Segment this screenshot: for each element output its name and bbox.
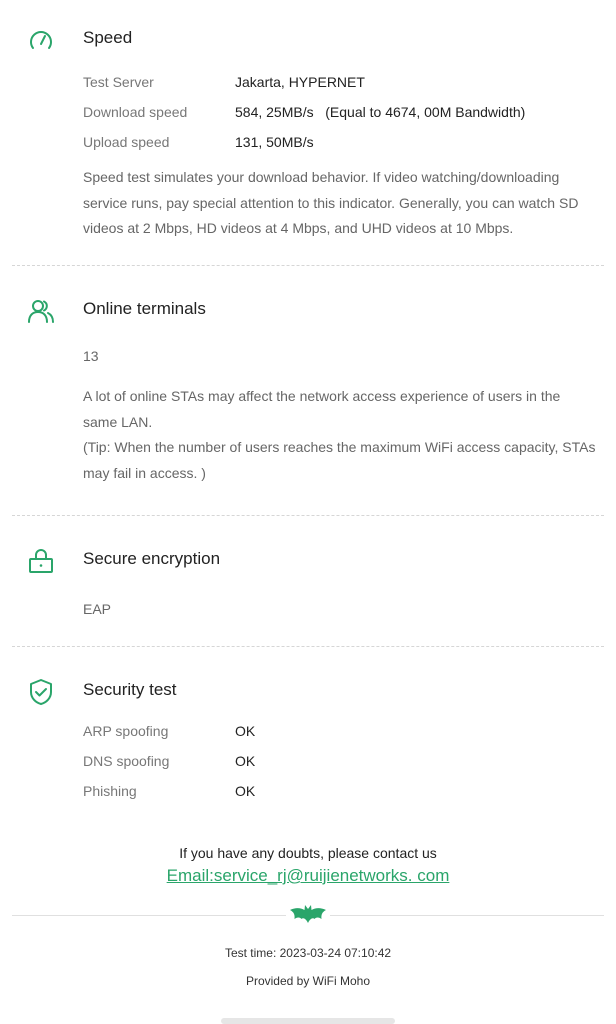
speed-description: Speed test simulates your download behavior. If video watching/downloading service runs, pay special attention to this indicator. Generally, you can watch SD videos at 2 Mbps, HD videos at 4 Mbps, and UHD videos at 10 Mbps. — [83, 169, 579, 236]
bat-logo-icon — [286, 900, 330, 930]
test-time: Test time: 2023-03-24 07:10:42 — [224, 946, 392, 960]
download-speed-label: Download speed — [83, 104, 188, 120]
terminals-description: A lot of online STAs may affect the network access experience of users in the same LAN. — [83, 388, 561, 430]
dns-spoofing-label: DNS spoofing — [83, 753, 170, 769]
kv-row — [83, 67, 596, 97]
upload-speed-label: Upload speed — [83, 134, 170, 150]
speed-section — [0, 26, 616, 242]
kv-row — [83, 746, 596, 776]
home-indicator — [221, 1018, 395, 1024]
kv-row — [83, 127, 596, 157]
phishing-label: Phishing — [83, 783, 137, 799]
test-server-value: Jakarta, HYPERNET — [235, 74, 365, 90]
kv-row — [83, 97, 596, 127]
section-divider — [12, 265, 604, 266]
provided-by: Provided by WiFi Moho — [245, 974, 371, 988]
email-link[interactable]: Email:service_rj@ruijienetworks. com — [166, 866, 450, 885]
encryption-title: Secure encryption — [83, 549, 221, 568]
download-speed-value: 584, 25MB/s (Equal to 4674, 00M Bandwidth) — [235, 104, 526, 120]
terminal-count: 13 — [83, 348, 99, 364]
terminals-tip: (Tip: When the number of users reaches the maximum WiFi access capacity, STAs may fail in access. ) — [83, 439, 596, 481]
section-divider — [12, 515, 604, 516]
arp-spoofing-label: ARP spoofing — [83, 723, 169, 739]
test-server-label: Test Server — [83, 74, 154, 90]
encryption-section — [0, 547, 616, 617]
phishing-value: OK — [235, 783, 256, 799]
speedometer-icon — [27, 26, 55, 54]
encryption-value: EAP — [83, 601, 112, 617]
shield-check-icon — [27, 678, 55, 706]
kv-row — [83, 716, 596, 746]
arp-spoofing-value: OK — [235, 723, 256, 739]
dns-spoofing-value: OK — [235, 753, 256, 769]
terminals-title: Online terminals — [83, 299, 206, 318]
upload-speed-value: 131, 50MB/s — [235, 134, 314, 150]
section-divider — [12, 646, 604, 647]
terminals-section — [0, 297, 616, 486]
kv-row — [83, 776, 596, 806]
lock-icon — [27, 547, 55, 575]
security-title: Security test — [83, 680, 177, 699]
users-icon — [27, 297, 55, 325]
security-section — [0, 678, 616, 806]
speed-title: Speed — [83, 28, 133, 47]
contact-text: If you have any doubts, please contact us — [179, 845, 437, 861]
